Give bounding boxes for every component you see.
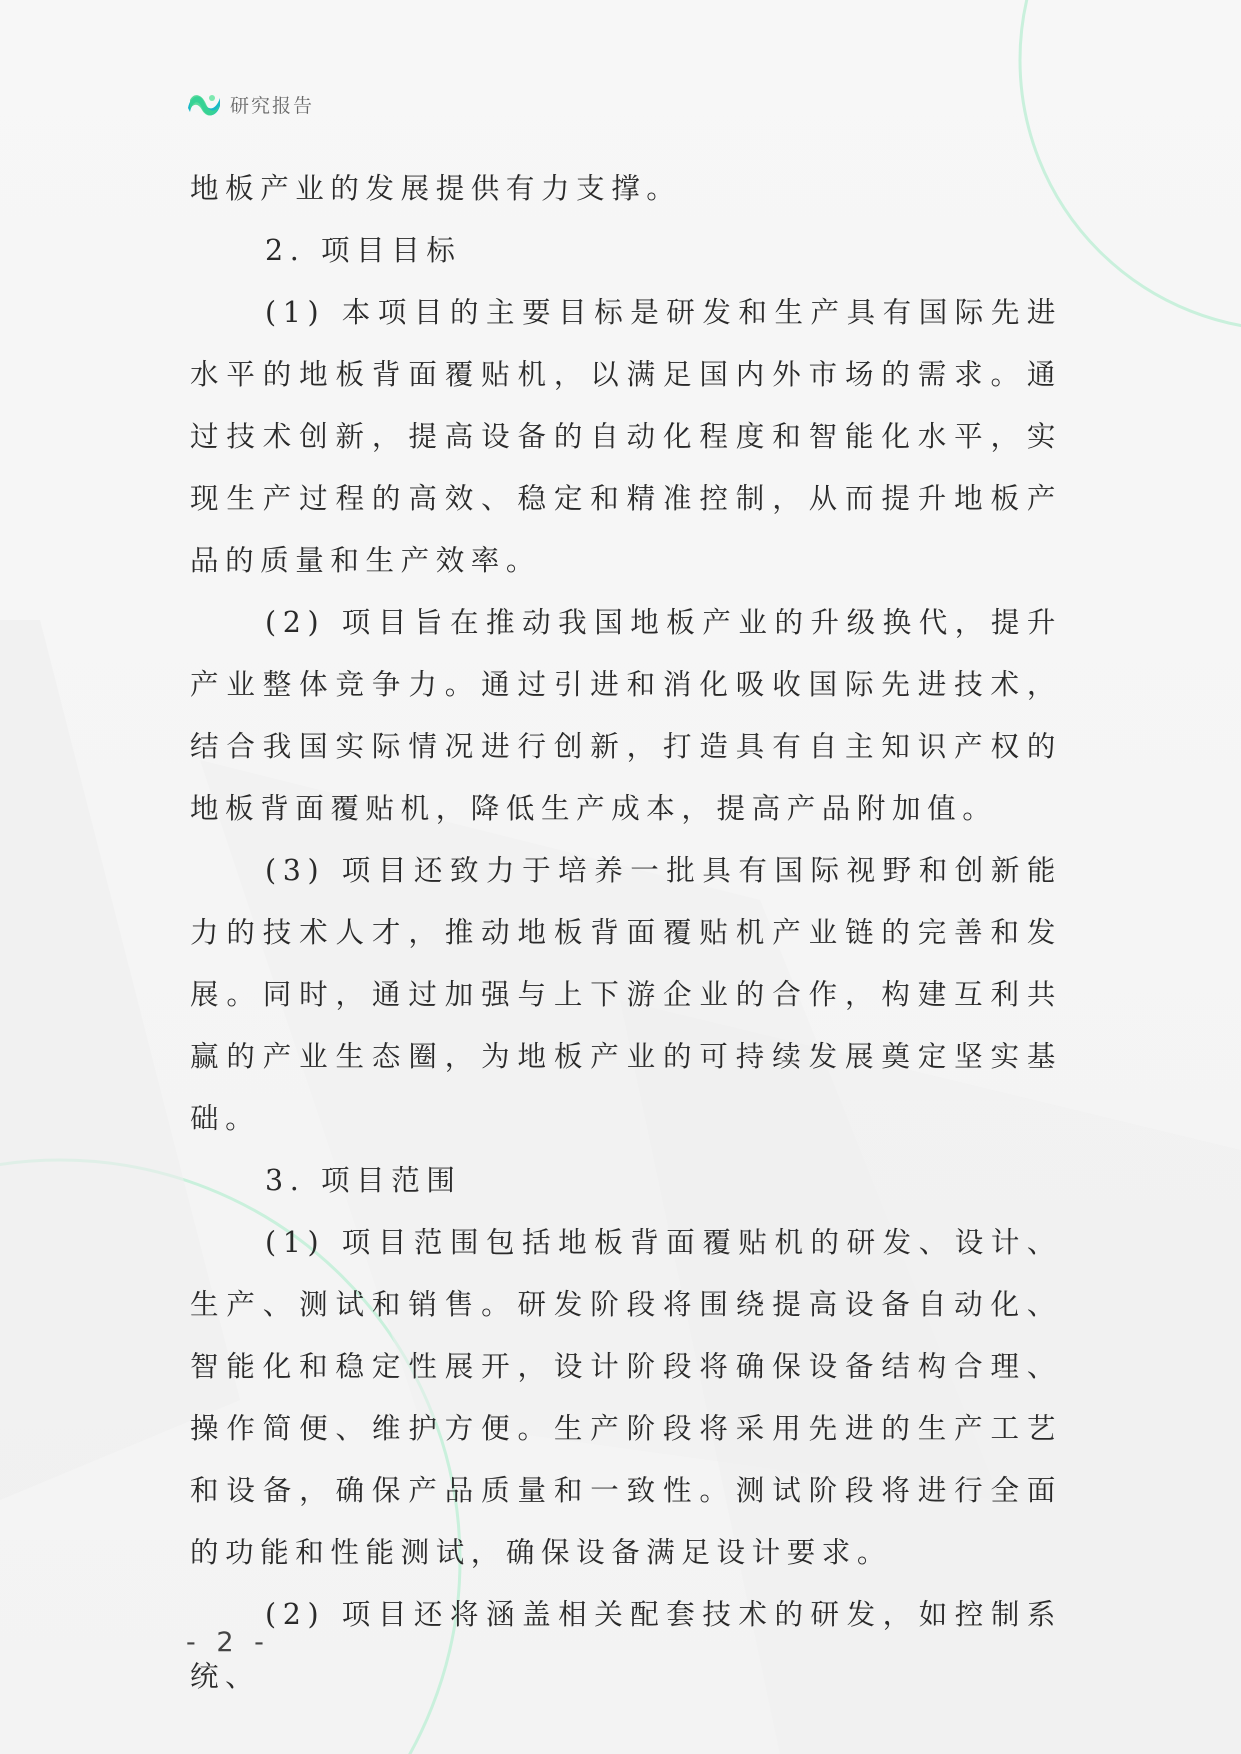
report-header [186,86,314,122]
paragraph-goal-2: (2) 项目旨在推动我国地板产业的升级换代，提升产业整体竞争力。通过引进和消化吸收国际先进技术，结合我国实际情况进行创新，打造具有自主知识产权的地板背面覆贴机，降低生产成本，提高产品附加值。 [190,606,1062,825]
paragraph-intro: 地板产业的发展提供有力支撑。 [190,172,682,205]
section-heading-goals: 2. 项目目标 [265,234,462,267]
header-title: 研究报告 [230,94,315,117]
paragraph-scope-2: (2) 项目还将涵盖相关配套技术的研发，如控制系统、 [190,1598,1062,1693]
paragraph-goal-3: (3) 项目还致力于培养一批具有国际视野和创新能力的技术人才，推动地板背面覆贴机产业链的完善和发展。同时，通过加强与上下游企业的合作，构建互利共赢的产业生态圈，为地板产业的可持续发展奠定坚实基础。 [190,854,1062,1135]
brand-logo-icon [186,86,222,122]
paragraph-goal-1: (1) 本项目的主要目标是研发和生产具有国际先进水平的地板背面覆贴机，以满足国内外市场的需求。通过技术创新，提高设备的自动化程度和智能化水平，实现生产过程的高效、稳定和精准控制，从而提升地板产品的质量和生产效率。 [190,296,1062,577]
page-number: - 2 - [186,1627,270,1658]
section-heading-scope: 3. 项目范围 [265,1164,462,1197]
document-body [190,158,1062,1708]
paragraph-scope-1: (1) 项目范围包括地板背面覆贴机的研发、设计、生产、测试和销售。研发阶段将围绕提高设备自动化、智能化和稳定性展开，设计阶段将确保设备结构合理、操作简便、维护方便。生产阶段将采用先进的生产工艺和设备，确保产品质量和一致性。测试阶段将进行全面的功能和性能测试，确保设备满足设计要求。 [190,1226,1062,1569]
